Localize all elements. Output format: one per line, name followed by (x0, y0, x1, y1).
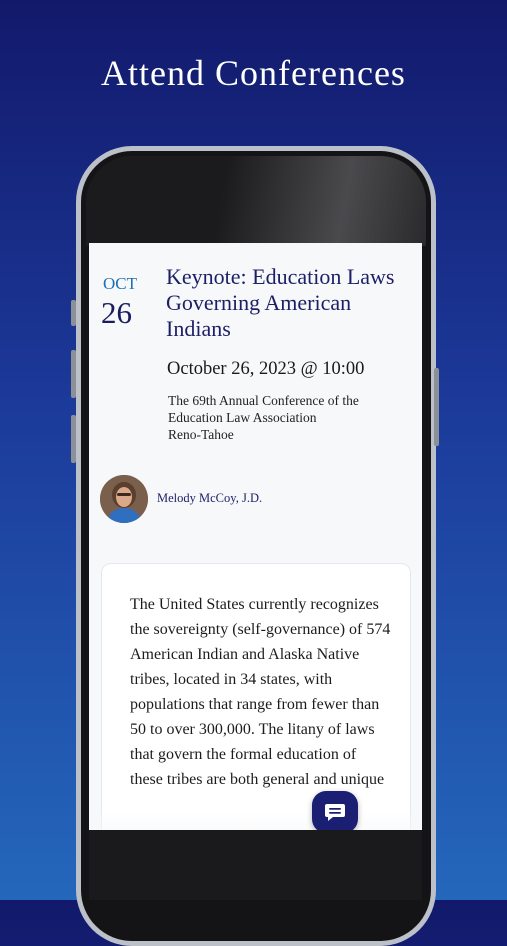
speaker-avatar[interactable] (100, 475, 148, 523)
event-datetime: October 26, 2023 @ 10:00 (167, 359, 365, 379)
event-day: 26 (101, 295, 132, 330)
phone-mute-switch (71, 300, 76, 326)
conference-line: The 69th Annual Conference of the (168, 393, 359, 408)
phone-power-button (434, 368, 439, 446)
event-description: The United States currently recognizes the sovereignty (self-governance) of 574 American Indian and Alaska Native tribes, located in 34 states, with populations that range from fewer than 50 to over 300,000. The litany of laws that govern the formal education of these tribes are both general and unique (130, 596, 391, 788)
event-title: Keynote: Education Laws Governing American Indians (166, 264, 395, 341)
speaker-name[interactable]: Melody McCoy, J.D. (157, 491, 263, 505)
description-card (101, 563, 411, 830)
chat-bubble-icon (324, 802, 346, 822)
phone-bottom-bezel (89, 830, 422, 900)
conference-line: Education Law Association (168, 410, 317, 425)
phone-volume-down-button (71, 415, 76, 463)
conference-location: Reno-Tahoe (168, 427, 234, 442)
scroll-fade (89, 812, 422, 830)
phone-volume-up-button (71, 350, 76, 398)
chat-button[interactable] (312, 791, 358, 830)
event-month: OCT (103, 274, 137, 293)
conference-info (168, 392, 408, 443)
event-detail-screen (89, 243, 422, 830)
headline: Attend Conferences (101, 53, 406, 93)
